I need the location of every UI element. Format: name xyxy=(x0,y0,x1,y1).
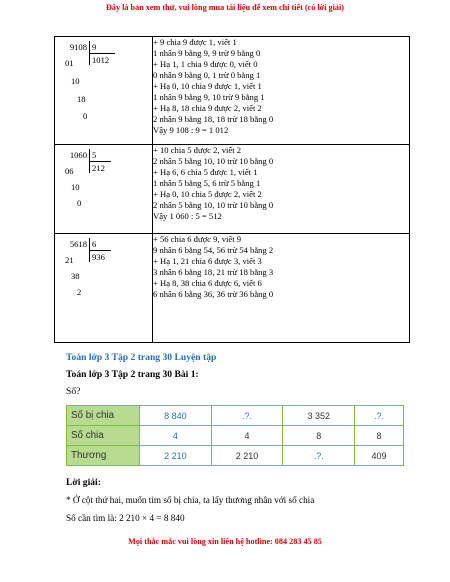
explanation-line: + Hạ 8, 18 chia 9 được 2, viết 2 xyxy=(153,103,262,113)
table-cell: 3 352 xyxy=(283,406,355,426)
exercise-title: Toán lớp 3 Tập 2 trang 30 Bài 1: xyxy=(66,369,199,380)
hotline-banner: Mọi thắc mắc vui lòng xin liên hệ hotline: 084 283 45 85 xyxy=(128,537,322,546)
explanation-line: 0 nhân 9 bằng 0, 1 trừ 0 bằng 1 xyxy=(153,70,261,80)
explanation-line: 2 nhân 9 bằng 18, 18 trừ 18 bằng 0 xyxy=(153,114,274,124)
division-explanation xyxy=(153,145,410,234)
table-cell: 8 xyxy=(283,426,355,446)
table-cell: 2 210 xyxy=(140,446,212,466)
solution-line: * Ở cột thứ hai, muốn tìm số bị chia, ta lấy thương nhân với số chia xyxy=(66,495,315,505)
explanation-line: 1 nhân 9 bằng 9, 9 trừ 9 bằng 0 xyxy=(153,48,261,58)
exercise-table xyxy=(66,405,404,466)
explanation-line: Vậy 9 108 : 9 = 1 012 xyxy=(153,125,229,135)
explanation-line: + 9 chia 9 được 1, viết 1 xyxy=(153,37,237,47)
dividend: 5618 xyxy=(69,239,87,249)
division-calc-cell xyxy=(55,37,153,145)
table-row xyxy=(67,426,404,446)
table-cell: .?. xyxy=(283,446,355,466)
dividend: 1060 xyxy=(69,150,87,160)
table-cell: 8 840 xyxy=(140,406,212,426)
explanation-line: + Hạ 8, 38 chia 6 được 6, viết 6 xyxy=(153,278,262,288)
table-cell: 4 xyxy=(140,426,212,446)
explanation-line: 2 nhân 5 bằng 10, 10 trừ 10 bằng 0 xyxy=(153,200,274,210)
divisor: 6 xyxy=(92,239,97,249)
step-remainder: 21 xyxy=(65,255,74,265)
explanation-line: Vậy 1 060 : 5 = 512 xyxy=(153,211,222,221)
row-header: Số chia xyxy=(67,426,140,446)
exercise-question: Số? xyxy=(66,386,81,397)
explanation-line: + Hạ 0, 10 chia 9 được 1, viết 1 xyxy=(153,81,262,91)
division-line xyxy=(89,161,111,162)
dividend: 9108 xyxy=(69,42,87,52)
division-line xyxy=(89,53,115,54)
table-row xyxy=(67,406,404,426)
table-cell: .?. xyxy=(355,406,404,426)
explanation-line: 3 nhân 6 bằng 18, 21 trừ 18 bằng 3 xyxy=(153,267,274,277)
table-cell: 4 xyxy=(211,426,283,446)
preview-banner: Đây là bản xem thử, vui lòng mua tài liệu để xem chi tiết (có lời giải) xyxy=(105,3,344,12)
explanation-line: + 10 chia 5 được 2, viết 2 xyxy=(153,145,242,155)
step-remainder: 06 xyxy=(65,166,74,176)
explanation-line: 2 nhân 5 bằng 10, 10 trừ 10 bằng 0 xyxy=(153,156,274,166)
quotient: 1012 xyxy=(92,55,110,65)
step-remainder: 38 xyxy=(71,271,80,281)
explanation-line: + Hạ 1, 21 chia 6 được 3, viết 3 xyxy=(153,256,262,266)
table-cell: 8 xyxy=(355,426,404,446)
explanation-line: 9 nhân 6 bằng 54, 56 trừ 54 bằng 2 xyxy=(153,245,274,255)
division-explanation xyxy=(153,37,410,145)
division-calc-cell xyxy=(55,145,153,234)
explanation-line: 1 nhân 5 bằng 5, 6 trừ 5 bằng 1 xyxy=(153,178,261,188)
step-remainder: 10 xyxy=(71,182,80,192)
table-cell: 2 210 xyxy=(211,446,283,466)
step-remainder: 10 xyxy=(71,76,80,86)
division-row xyxy=(55,145,410,234)
long-division-table xyxy=(54,36,410,343)
row-header: Thương xyxy=(67,446,140,466)
step-remainder: 0 xyxy=(83,111,88,121)
table-cell: 409 xyxy=(355,446,404,466)
step-remainder: 0 xyxy=(77,198,82,208)
step-remainder: 18 xyxy=(77,94,86,104)
explanation-line: + Hạ 1, 1 chia 9 được 0, viết 0 xyxy=(153,59,258,69)
division-row xyxy=(55,234,410,343)
explanation-line: 6 nhân 6 bằng 36, 36 trừ 36 bằng 0 xyxy=(153,289,274,299)
step-remainder: 2 xyxy=(77,287,82,297)
row-header: Số bị chia xyxy=(67,406,140,426)
section-heading: Toán lớp 3 Tập 2 trang 30 Luyện tập xyxy=(66,352,217,363)
step-remainder: 01 xyxy=(65,58,74,68)
explanation-line: 1 nhân 9 bằng 9, 10 trừ 9 bằng 1 xyxy=(153,92,265,102)
division-explanation xyxy=(153,234,410,343)
solution-line: Số cần tìm là: 2 210 × 4 = 8 840 xyxy=(66,513,185,523)
solution-heading: Lời giải: xyxy=(66,477,101,488)
explanation-line: + Hạ 6, 6 chia 5 được 1, viết 1 xyxy=(153,167,258,177)
divisor: 9 xyxy=(92,42,97,52)
explanation-line: + 56 chia 6 được 9, viết 9 xyxy=(153,234,242,244)
table-cell: .?. xyxy=(211,406,283,426)
quotient: 936 xyxy=(92,252,105,262)
explanation-line: + Hạ 0, 10 chia 5 được 2, viết 2 xyxy=(153,189,262,199)
division-calc-cell xyxy=(55,234,153,343)
table-row xyxy=(67,446,404,466)
division-line xyxy=(89,250,111,251)
divisor: 5 xyxy=(92,150,97,160)
division-row xyxy=(55,37,410,145)
quotient: 212 xyxy=(92,163,105,173)
